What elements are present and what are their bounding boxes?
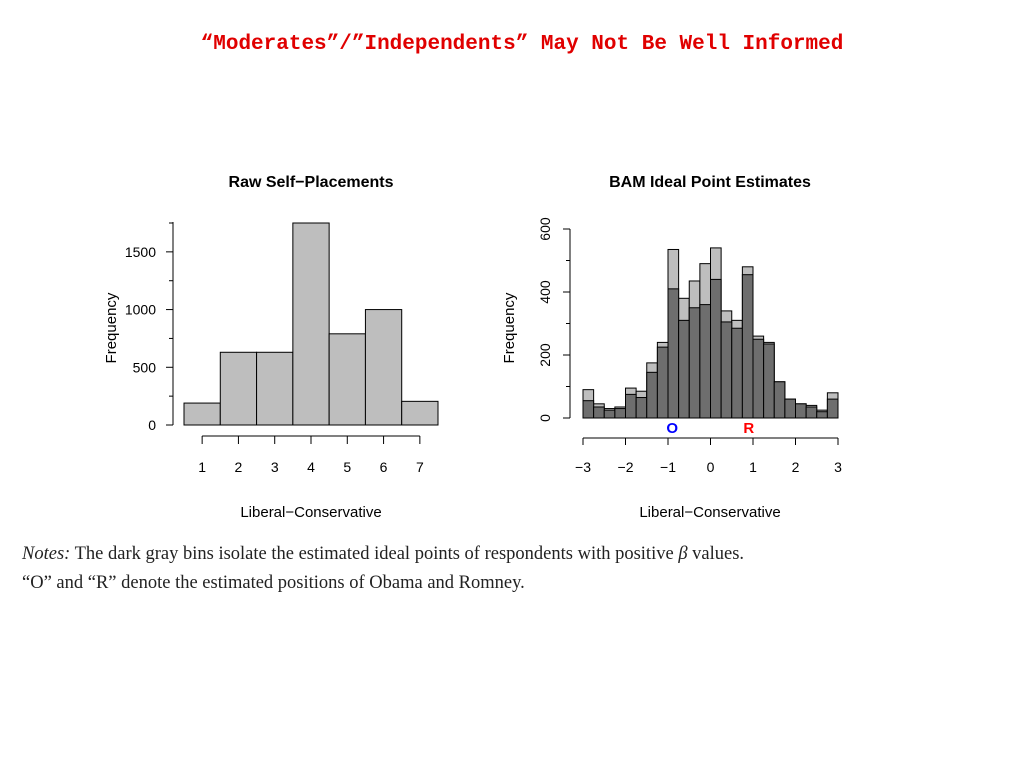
chart1-y-tick-label: 500 (132, 359, 156, 376)
chart2-y-label: Frequency (501, 292, 518, 364)
chart2-bar-positive-beta (711, 279, 722, 418)
chart2-bar-positive-beta (764, 344, 775, 418)
chart2-x-tick-label: 2 (791, 459, 800, 475)
chart2-bar-positive-beta (689, 308, 700, 418)
chart1-bar (365, 310, 401, 425)
chart1-x-tick-label: 2 (234, 459, 243, 475)
chart2-x-tick-label: 3 (834, 459, 842, 475)
chart1-title: Raw Self−Placements (228, 174, 394, 191)
chart1-x-tick-label: 7 (415, 459, 424, 475)
chart1-x-label: Liberal−Conservative (240, 504, 382, 521)
chart2-bar-positive-beta (636, 398, 647, 418)
chart1-bar (293, 223, 329, 425)
chart2-x-tick-label: −1 (660, 459, 676, 475)
chart1-x-tick-label: 5 (343, 459, 352, 475)
chart2-x-tick-label: −3 (575, 459, 591, 475)
chart2-bar-positive-beta (774, 382, 785, 418)
chart2-bar-positive-beta (626, 394, 637, 418)
chart2-bar-positive-beta (668, 289, 679, 418)
chart2-bar-positive-beta (594, 407, 605, 418)
chart1-x-tick-label: 6 (379, 459, 388, 475)
chart1-bar (329, 334, 365, 425)
chart1-bar (257, 352, 293, 425)
bam-ideal-point-chart (501, 174, 842, 521)
chart2-bar-positive-beta (785, 399, 796, 418)
chart1-x-tick-label: 1 (198, 459, 207, 475)
notes-line1-text: The dark gray bins isolate the estimated ideal points of respondents with positive (74, 544, 674, 564)
chart2-bar-positive-beta (742, 275, 753, 418)
chart2-bar-positive-beta (827, 399, 838, 418)
chart2-bar-positive-beta (583, 401, 594, 418)
chart2-bar-positive-beta (806, 407, 817, 418)
notes-label: Notes: (22, 544, 71, 564)
chart2-y-tick-label: 600 (537, 217, 553, 241)
chart2-y-tick-label: 400 (537, 280, 553, 304)
notes-line2: “O” and “R” denote the estimated positions of Obama and Romney. (22, 573, 525, 593)
chart2-x-tick-label: −2 (617, 459, 634, 475)
chart1-bar (220, 352, 256, 425)
chart2-x-tick-label: 1 (749, 459, 757, 475)
chart1-y-tick-label: 1500 (124, 243, 156, 260)
chart2-bar-positive-beta (647, 372, 658, 418)
chart1-y-tick-label: 1000 (124, 301, 156, 318)
obama-marker: O (666, 420, 679, 437)
chart1-y-tick-label: 0 (148, 417, 156, 433)
chart2-bar-positive-beta (817, 412, 828, 418)
chart2-bar-positive-beta (721, 322, 732, 418)
chart2-y-tick-label: 0 (537, 414, 553, 422)
chart2-bar-positive-beta (604, 410, 615, 418)
chart1-x-tick-label: 4 (307, 459, 315, 475)
chart2-x-tick-label: 0 (706, 459, 715, 475)
chart1-y-label: Frequency (103, 292, 120, 364)
chart1-bar (184, 403, 220, 425)
chart2-bar-positive-beta (700, 305, 711, 418)
raw-self-placements-chart (103, 174, 438, 521)
chart2-x-label: Liberal−Conservative (639, 504, 781, 521)
chart2-y-tick-label: 200 (537, 343, 553, 367)
chart2-bar-positive-beta (753, 339, 764, 418)
notes-line1-end: values. (692, 544, 745, 564)
chart2-bar-positive-beta (679, 320, 690, 418)
beta-symbol: β (678, 544, 688, 564)
chart2-title: BAM Ideal Point Estimates (609, 174, 811, 191)
chart1-bar (402, 401, 438, 425)
slide-title: “Moderates”/”Independents” May Not Be Well Informed (200, 33, 844, 56)
chart2-bar-positive-beta (615, 409, 626, 418)
notes (22, 540, 1012, 598)
chart2-bar-positive-beta (732, 328, 743, 418)
romney-marker: R (743, 420, 755, 437)
chart1-x-tick-label: 3 (270, 459, 279, 475)
chart2-bar-positive-beta (657, 347, 668, 418)
chart2-bar-positive-beta (796, 404, 807, 418)
